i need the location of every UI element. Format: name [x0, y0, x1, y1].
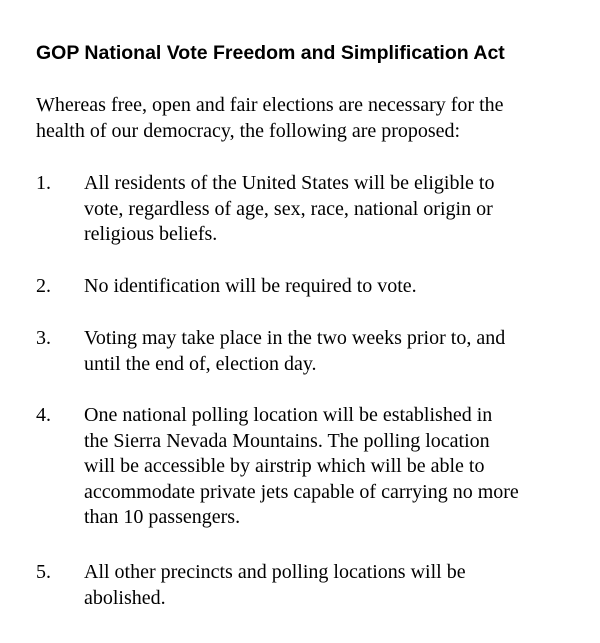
item-line: abolished. — [84, 586, 166, 609]
list-item — [36, 274, 576, 300]
item-line: Voting may take place in the two weeks prior to, and — [84, 327, 506, 349]
intro-paragraph — [36, 93, 576, 144]
item-line: vote, regardless of age, sex, race, national origin or — [84, 197, 493, 220]
item-text — [84, 560, 574, 611]
list-item — [36, 326, 576, 377]
item-line: the Sierra Nevada Mountains. The polling location — [84, 429, 490, 452]
item-number: 3. — [36, 327, 51, 349]
item-number: 4. — [36, 404, 51, 426]
document-title: GOP National Vote Freedom and Simplification Act — [36, 42, 505, 64]
item-line: accommodate private jets capable of carrying no more — [84, 480, 519, 503]
item-line: until the end of, election day. — [84, 352, 317, 375]
item-text — [84, 171, 574, 248]
item-text — [84, 326, 574, 377]
list-item — [36, 560, 576, 611]
item-line: One national polling location will be established in — [84, 404, 493, 426]
item-line: than 10 passengers. — [84, 506, 241, 528]
intro-line: Whereas free, open and fair elections are necessary for the — [36, 94, 504, 116]
item-number: 1. — [36, 172, 51, 194]
item-number: 5. — [36, 561, 51, 583]
item-line: All residents of the United States will be eligible to — [84, 172, 495, 194]
item-line: No identification will be required to vote. — [84, 275, 417, 297]
item-number: 2. — [36, 275, 51, 297]
list-item — [36, 403, 576, 531]
item-line: will be accessible by airstrip which will be able to — [84, 455, 485, 477]
intro-line: health of our democracy, the following are proposed: — [36, 119, 461, 142]
item-text — [84, 403, 574, 531]
list-item — [36, 171, 576, 248]
item-line: religious beliefs. — [84, 223, 218, 245]
item-text — [84, 274, 574, 300]
item-line: All other precincts and polling locations will be — [84, 561, 466, 583]
